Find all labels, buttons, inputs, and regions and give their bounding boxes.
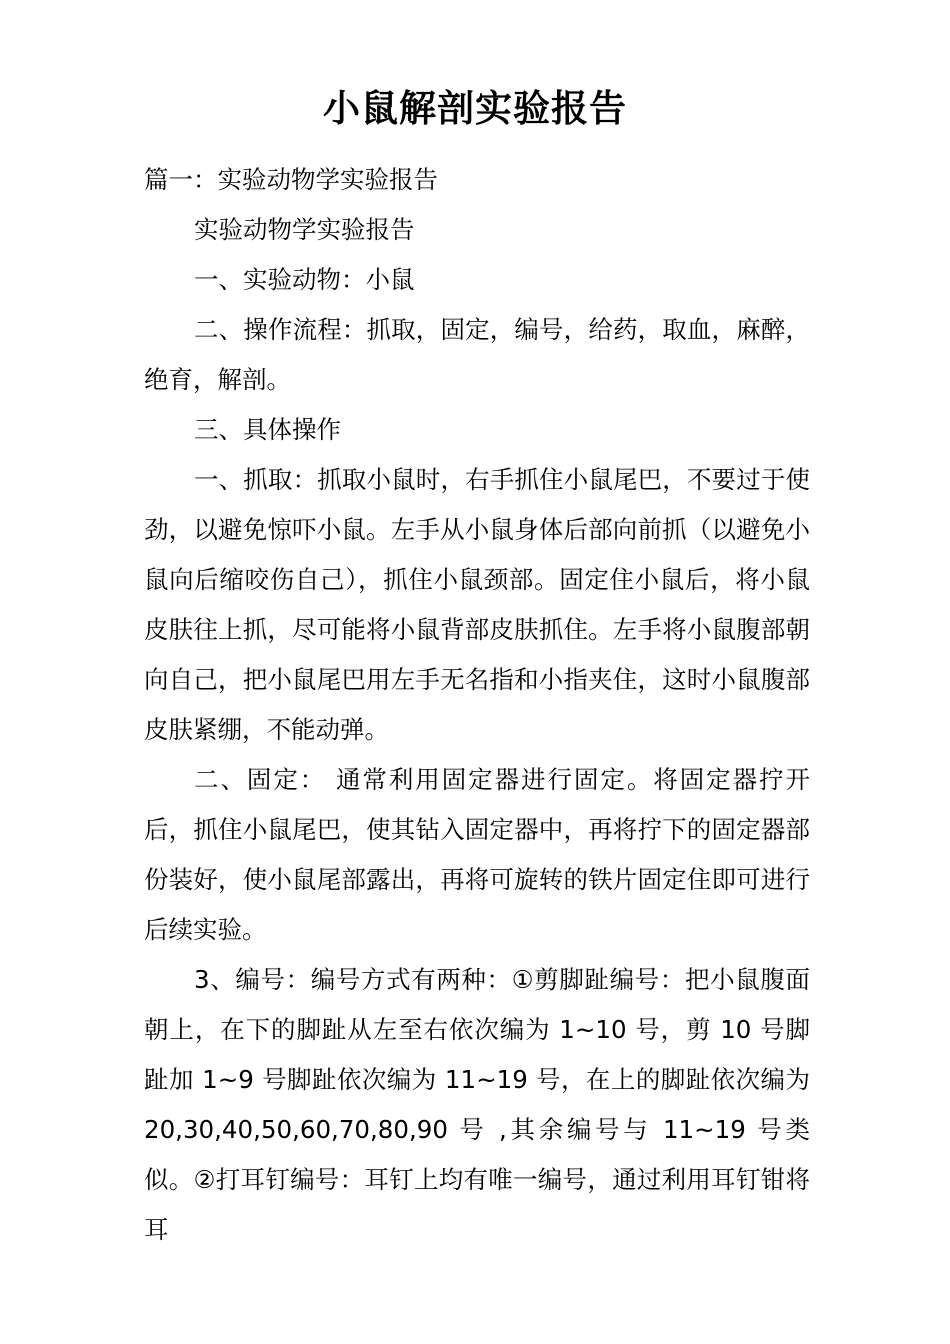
paragraph-fixing: 二、固定： 通常利用固定器进行固定。将固定器拧开后，抓住小鼠尾巴，使其钻入固定器中，再将拧下的固定器部份装好，使小鼠尾部露出，再将可旋转的铁片固定住即可进行后续实验。 [144,765,810,944]
report-subtitle: 实验动物学实验报告 [194,215,415,244]
paragraph-procedure: 二、操作流程：抓取，固定，编号，给药，取血，麻醉，绝育，解剖。 [144,315,810,394]
paragraph-grabbing: 一、抓取：抓取小鼠时，右手抓住小鼠尾巴，不要过于使劲，以避免惊吓小鼠。左手从小鼠身体后部向前抓（以避免小鼠向后缩咬伤自己），抓住小鼠颈部。固定住小鼠后，将小鼠皮肤往上抓，尽可能将小鼠背部皮肤抓住。左手将小鼠腹部朝向自己，把小鼠尾巴用左手无名指和小指夹住，这时小鼠腹部皮肤紧绷，不能动弹。 [144,465,810,744]
paragraph-numbering: 3、编号：编号方式有两种：①剪脚趾编号：把小鼠腹面朝上，在下的脚趾从左至右依次编为 1~10 号，剪 10 号脚趾加 1~9 号脚趾依次编为 11~19 号，在上的脚趾依次编为 20,30,40,50,60,70,80,90 号 ,其余编号与 11~19 号类似。②打耳钉编号：耳钉上均有唯一编号，通过利用耳钉钳将耳 [144,965,810,1244]
document-title: 小鼠解剖实验报告 [323,86,627,130]
document-body [144,155,810,1255]
section-heading: 篇一：实验动物学实验报告 [144,165,438,194]
paragraph-operation-heading: 三、具体操作 [194,415,341,444]
paragraph-animal: 一、实验动物：小鼠 [194,265,415,294]
